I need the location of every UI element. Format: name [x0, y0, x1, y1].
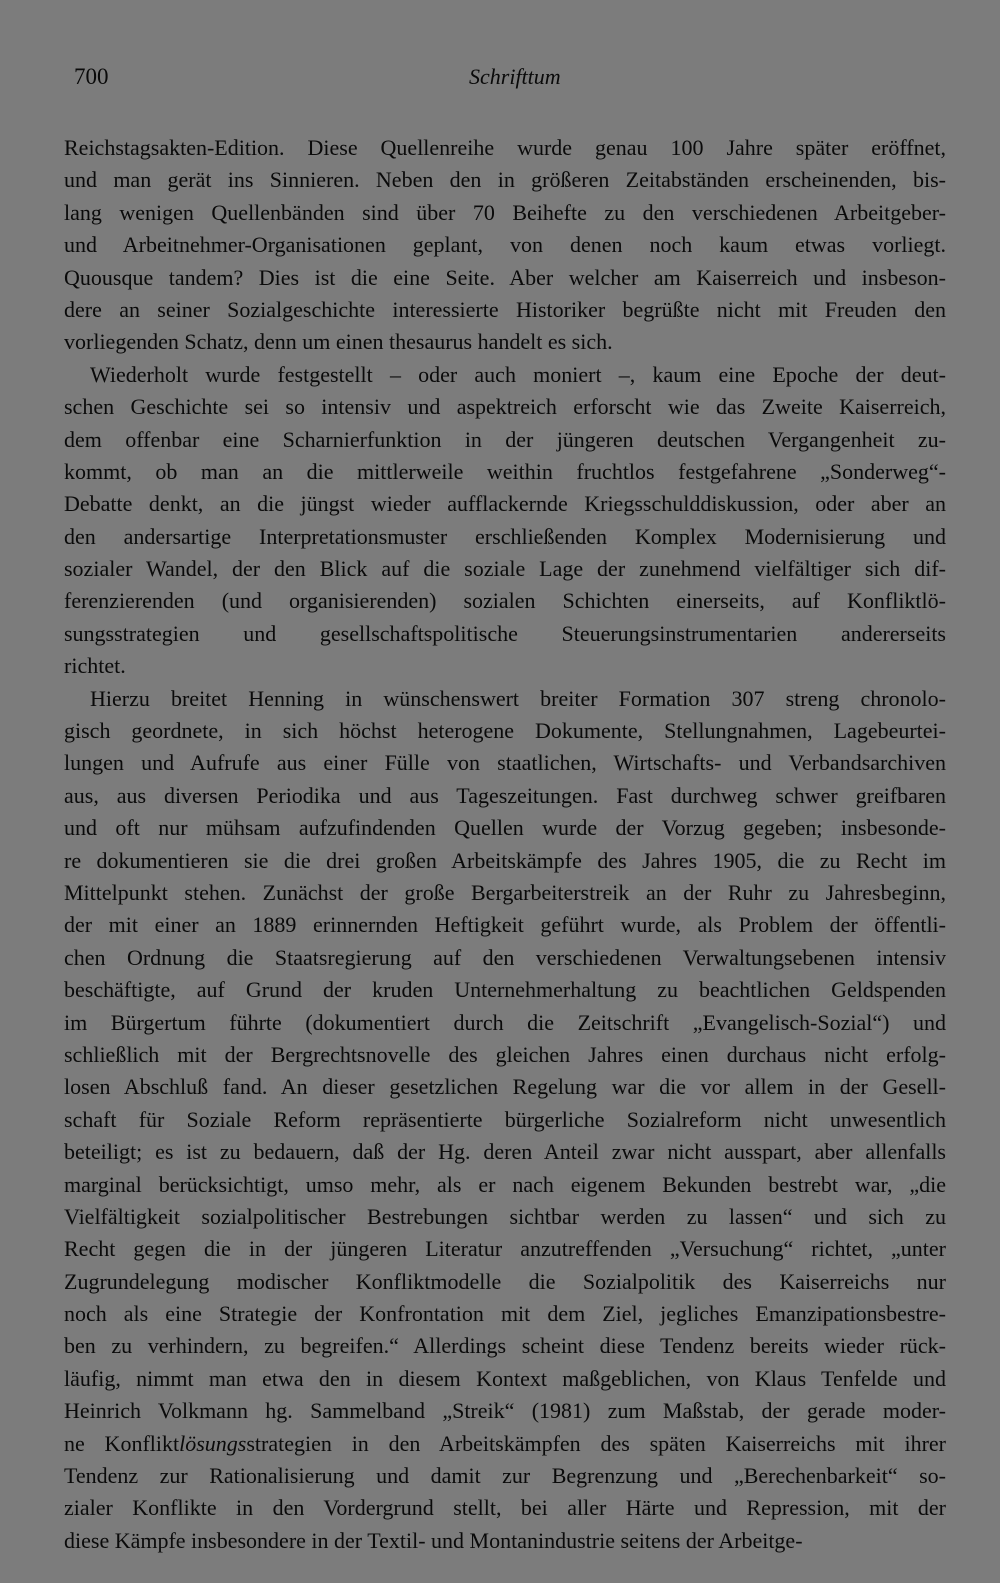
text-line: Zugrundelegung modischer Konfliktmodelle die Sozialpolitik des Kaiserreichs nur	[64, 1268, 946, 1294]
text-line: aus, aus diversen Periodika und aus Tageszeitungen. Fast durchweg schwer greifbaren	[64, 782, 946, 808]
page-number: 700	[74, 64, 109, 89]
body-text	[64, 132, 946, 1557]
text-line: läufig, nimmt man etwa den in diesem Kontext maßgeblichen, von Klaus Tenfelde und	[64, 1365, 946, 1391]
text-line: kommt, ob man an die mittlerweile weithin fruchtlos festgefahrene „Sonderweg“-	[64, 458, 946, 484]
paragraph	[64, 132, 946, 359]
text-line: lungen und Aufrufe aus einer Fülle von staatlichen, Wirtschafts- und Verbandsarchiven	[64, 750, 946, 776]
text-line: schließlich mit der Bergrechtsnovelle des gleichen Jahres einen durchaus nicht erfolg-	[64, 1041, 946, 1067]
text-line: schen Geschichte sei so intensiv und aspektreich erforscht wie das Zweite Kaiserreich,	[64, 394, 946, 420]
text-line: marginal berücksichtigt, umso mehr, als er nach eigenem Bekunden bestrebt war, „die	[64, 1171, 946, 1197]
text-line: ferenzierenden (und organisierenden) sozialen Schichten einerseits, auf Konfliktlö-	[64, 588, 946, 614]
text-line: chen Ordnung die Staatsregierung auf den verschiedenen Verwaltungsebenen intensiv	[64, 944, 946, 970]
text-line: gisch geordnete, in sich höchst heterogene Dokumente, Stellungnahmen, Lagebeurtei-	[64, 718, 946, 744]
text-line: noch als eine Strategie der Konfrontation mit dem Ziel, jegliches Emanzipationsbestre-	[64, 1301, 946, 1327]
text-line: und man gerät ins Sinnieren. Neben den in größeren Zeitabständen erscheinenden, bis-	[64, 167, 946, 193]
text-line: und Arbeitnehmer-Organisationen geplant, von denen noch kaum etwas vorliegt.	[64, 232, 946, 258]
text-line: diese Kämpfe insbesondere in der Textil- und Montanindustrie seitens der Arbeitge-	[64, 1527, 803, 1553]
text-line: sungsstrategien und gesellschaftspolitische Steuerungsinstrumentarien andererseits	[64, 620, 946, 646]
text-line: Reichstagsakten-Edition. Diese Quellenreihe wurde genau 100 Jahre später eröffnet,	[64, 135, 946, 160]
text-line: Vielfältigkeit sozialpolitischer Bestrebungen sichtbar werden zu lassen“ und sich zu	[64, 1203, 946, 1229]
text-line: dere an seiner Sozialgeschichte interessierte Historiker begrüßte nicht mit Freuden den	[64, 296, 946, 322]
text-line: beteiligt; es ist zu bedauern, daß der Hg. deren Anteil zwar nicht ausspart, aber allenfalls	[64, 1139, 946, 1165]
page-header	[74, 64, 954, 96]
text-line: Tendenz zur Rationalisierung und damit zur Begrenzung und „Berechenbarkeit“ so-	[64, 1463, 946, 1489]
text-line: Heinrich Volkmann hg. Sammelband „Streik“ (1981) zum Maßstab, der gerade moder-	[64, 1398, 946, 1424]
paragraph	[64, 359, 946, 683]
text-line: schaft für Soziale Reform repräsentierte bürgerliche Sozialreform nicht unwesentlich	[64, 1106, 946, 1132]
text-line: den andersartige Interpretationsmuster erschließenden Komplex Modernisierung und	[64, 523, 946, 549]
text-line: lang wenigen Quellenbänden sind über 70 Beihefte zu den verschiedenen Arbeitgeber-	[64, 199, 946, 225]
text-line: dem offenbar eine Scharnierfunktion in der jüngeren deutschen Vergangenheit zu-	[64, 426, 946, 452]
text-line: beschäftigte, auf Grund der kruden Unternehmerhaltung zu beachtlichen Geldspenden	[64, 977, 946, 1003]
text-line: Mittelpunkt stehen. Zunächst der große Bergarbeiterstreik an der Ruhr zu Jahresbeginn,	[64, 879, 946, 905]
text-line: richtet.	[64, 653, 126, 679]
paragraph	[64, 683, 946, 1558]
text-line: ne Konfliktlösungsstrategien in den Arbeitskämpfen des späten Kaiserreichs mit ihrer	[64, 1430, 946, 1456]
text-line: ben zu verhindern, zu begreifen.“ Allerdings scheint diese Tendenz bereits wieder rück-	[64, 1333, 946, 1359]
text-line: Recht gegen die in der jüngeren Literatur anzutreffenden „Versuchung“ richtet, „unter	[64, 1236, 946, 1262]
text-line: re dokumentieren sie die drei großen Arbeitskämpfe des Jahres 1905, die zu Recht im	[64, 847, 946, 873]
text-line: Quousque tandem? Dies ist die eine Seite. Aber welcher am Kaiserreich und insbeson-	[64, 264, 946, 290]
running-title: Schrifttum	[469, 64, 561, 89]
text-line: im Bürgertum führte (dokumentiert durch die Zeitschrift „Evangelisch-Sozial“) und	[64, 1009, 946, 1035]
text-line: zialer Konflikte in den Vordergrund stellt, bei aller Härte und Repression, mit der	[64, 1495, 946, 1521]
text-line: der mit einer an 1889 erinnernden Heftigkeit geführt wurde, als Problem der öffentli-	[64, 912, 946, 938]
text-line: sozialer Wandel, der den Blick auf die soziale Lage der zunehmend vielfältiger sich dif-	[64, 556, 946, 582]
text-line: Debatte denkt, an die jüngst wieder aufflackernde Kriegsschulddiskussion, oder aber an	[64, 491, 946, 517]
text-line: Hierzu breitet Henning in wünschenswert breiter Formation 307 streng chronolo-	[90, 685, 946, 711]
text-line: Wiederholt wurde festgestellt – oder auch moniert –, kaum eine Epoche der deut-	[90, 361, 946, 387]
text-line: vorliegenden Schatz, denn um einen thesaurus handelt es sich.	[64, 329, 613, 355]
text-line: losen Abschluß fand. An dieser gesetzlichen Regelung war die vor allem in der Gesell-	[64, 1074, 946, 1100]
text-line: und oft nur mühsam aufzufindenden Quellen wurde der Vorzug gegeben; insbesonde-	[64, 815, 946, 841]
